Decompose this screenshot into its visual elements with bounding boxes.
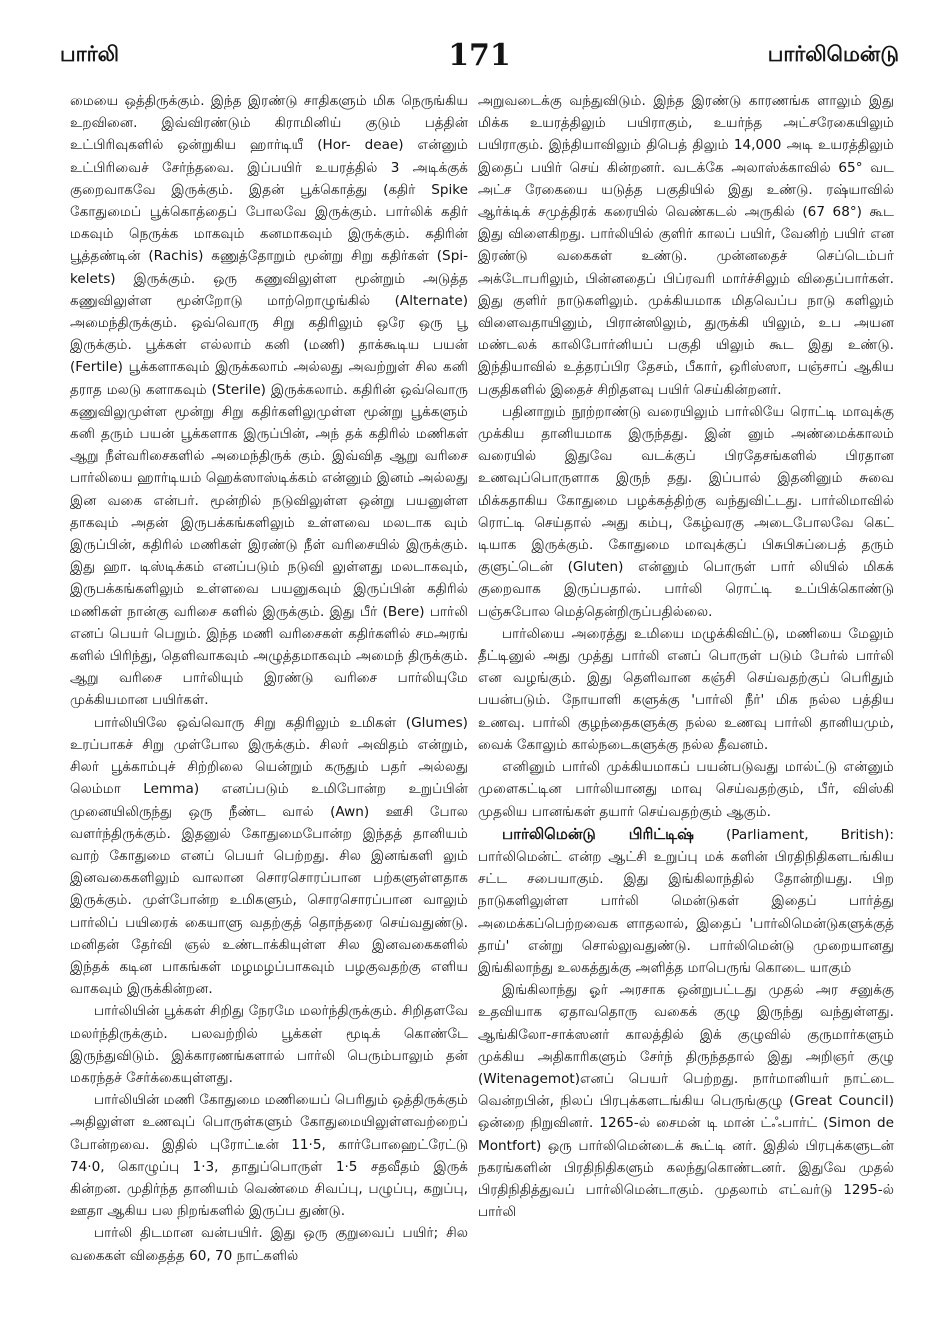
paragraph: பார்லியின் பூக்கள் சிறிது நேரமே மலர்ந்திருக்கும். சிறிதளவே மலர்ந்திருக்கும். பலவற்றில் பூக்கள் மூடிக் கொண்டே இருந்துவிடும். இக்காரணங்களால் பார்லி பெரும்பாலும் தன் மகரந்தச் சேர்க்கையுள்ளது. <box>70 1003 468 1086</box>
entry-paragraph <box>478 823 894 979</box>
paragraph: பார்லியை அரைத்து உமியை மழுக்கிவிட்டு, மணியை மேலும் தீட்டினுல் அது முத்து பார்லி எனப் பொருள் படும் பேர்ல் பார்லி என வழங்கும். இது தெளிவான கஞ்சி செய்வதற்குப் பெரிதும் பயன்படும். நோயாளி களுக்கு 'பார்லி நீர்' மிக நல்ல பத்திய உணவு. பார்லி குழந்தைகளுக்கு நல்ல உணவு பார்லி தானியமும், வைக் கோலும் கால்நடைகளுக்கு நல்ல தீவனம். <box>478 625 894 753</box>
paragraph: இங்கிலாந்து ஓர் அரசாக ஒன்றுபட்டது முதல் அர சனுக்கு உதவியாக ஏதாவதொரு வகைக் குழு இருந்து வந்துள்ளது. ஆங்கிலோ-சாக்ஸனர் காலத்தில் இக் குழுவில் குருமார்களும் முக்கிய அதிகாரிகளும் சேர்ந் திருந்ததால் இது அறிஞர் குழு (Witenagemot)எனப் பெயர் பெற்றது. நார்மானியர் நாட்டை வென்றபின், நிலப் பிரபுக்களடங்கிய பெருங்குழு (Great Council) ஒன்றை நிறுவினர். 1265-ல் சைமன் டி மான் ட்ஃபார்ட் (Simon de Montfort) ஒரு பார்லிமென்டைக் கூட்டி னர். இதில் பிரபுக்களுடன் நகரங்களின் பிரதிநிதிகளும் கலந்துகொண்டனர். இதுவே முதல் பிரதிநிதித்துவப் பார்லிமென்டாகும். முதலாம் எட்வர்டு 1295-ல் பார்லி <box>478 982 894 1221</box>
left-column <box>70 90 468 1305</box>
entry-headword: பார்லிமென்டு பிரிட்டிஷ் <box>502 824 694 843</box>
paragraph: அறுவடைக்கு வந்துவிடும். இந்த இரண்டு காரணங்க ளாலும் இது மிக்க உயரத்திலும் பயிராகும், உயர்ந்த அட்சரேகையிலும் பயிராகும். இந்தியாவிலும் திபெத் திலும் 14,000 அடி உயரத்திலும் இதைப் பயிர் செய் கின்றனர். வடக்கே அலாஸ்க்காவில் 65° வட அட்ச ரேகையை யடுத்த பகுதியில் இது உண்டு. ரஷ்யாவில் ஆர்க்டிக் சமுத்திரக் கரையில் வெண்கடல் அருகில் (67 68°) கூட இது விளைகிறது. பார்லியில் குளிர் காலப் பயிர், வேனிற் பயிர் என இரண்டு வகைகள் உண்டு. முன்னதைச் செப்டெம்பர் அக்டோபரிலும், பின்னதைப் பிப்ரவரி மார்ச்சிலும் விதைப்பார்கள். இது குளிர் நாடுகளிலும். முக்கியமாக மிதவெப்ப நாடு களிலும் விளைவதாயினும், பிரான்ஸிலும், துருக்கி யிலும், உப அயன மண்டலக் காலிபோர்னியப் பகுதி யிலும் கூட இது உண்டு. இந்தியாவில் உத்தரப்பிர தேசம், பீகார், ஒரிஸ்ஸா, பஞ்சாப் ஆகிய பகுதிகளில் இதைச் சிறிதளவு பயிர் செய்கின்றனர். <box>478 93 894 398</box>
paragraph: எனினும் பார்லி முக்கியமாகப் பயன்படுவது மால்ட்டு என்னும் முளைகட்டின பார்லியானது மாவு செய்வதற்கும், பீர், விஸ்கி முதலிய பானங்கள் தயார் செய்வதற்கும் ஆகும். <box>478 759 894 820</box>
running-head-right: பார்லிமென்டு <box>767 42 899 66</box>
paragraph: மையை ஒத்திருக்கும். இந்த இரண்டு சாதிகளும் மிக நெருங்கிய உறவினை. இவ்விரண்டும் கிராமினிய் குடும் பத்தின் உட்பிரிவுகளில் ஒன்றுகிய ஹார்டியீ (Hor- deae) என்னும் உட்பிரிவைச் சேர்ந்தவை. இப்பயிர் உயரத்தில் 3 அடிக்குக் குறைவாகவே இருக்கும். இதன் பூக்கொத்து (கதிர் Spike கோதுமைப் பூக்கொத்தைப் போலவே இருக்கும். பார்லிக் கதிர் மகவும் நெருக்க மாகவும் கனமாகவும் இருக்கும். கதிரின் பூத்தண்டின் (Rachis) கணுத்தோறும் மூன்று சிறு கதிர்கள் (Spi- kelets) இருக்கும். ஒரு கணுவிலுள்ள மூன்றும் அடுத்த கணுவிலுள்ள மூன்றோடு மாற்றொழுங்கில் (Alternate) அமைந்திருக்கும். ஒவ்வொரு சிறு கதிரிலும் ஒரே ஒரு பூ இருக்கும். பூக்கள் எல்லாம் கனி (மணி) தாக்கூடிய பயன் (Fertile) பூக்களாகவும் இருக்கலாம் அல்லது அவற்றுள் சில கனி தராத மலடு களாகவும் (Sterile) இருக்கலாம். கதிரின் ஒவ்வொரு கணுவிலுமுள்ள மூன்று சிறு கதிர்களிலுமுள்ள மூன்று பூக்களும் கனி தரும் பயன் பூக்களாக இருப்பின், அந் தக் கதிரில் மணிகள் ஆறு நீள்வரிசைகளில் அமைந்திருக் கும். இவ்வித ஆறு வரிசை பார்லியை ஹார்டியம் ஹெக்ஸாஸ்டிக்கம் என்னும் இனம் அல்லது இன வகை என்பர். மூன்றில் நடுவிலுள்ள ஒன்று பயனுள்ள தாகவும் அதன் இருபக்கங்களிலும் உள்ளவை மலடாக வும் இருப்பின், கதிரில் மணிகள் இரண்டு நீள் வரிசையில் இருக்கும். இது ஹா. டிஸ்டிக்கம் எனப்படும் நடுவி லுள்ளது மலடாகவும், இருபக்கங்களிலும் உள்ளவை பயனுகவும் இருப்பின் கதிரில் மணிகள் நான்கு வரிசை களில் இருக்கும். இது பீர் (Bere) பார்லி எனப் பெயர் பெறும். இந்த மணி வரிசைகள் கதிர்களில் சமஅரங் களில் பிரிந்து, தெளிவாகவும் அழுத்தமாகவும் அமைந் திருக்கும். ஆறு வரிசை பார்லியும் இரண்டு வரிசை பார்லியுமே முக்கியமான பயிர்கள். <box>70 93 468 709</box>
page-header <box>60 38 899 82</box>
paragraph: பார்லியின் மணி கோதுமை மணியைப் பெரிதும் ஒத்திருக்கும் அதிலுள்ள உணவுப் பொருள்களும் கோதுமையிலுள்ளவற்றைப் போன்றவை. இதில் புரோட்டீன் 11·5, கார்போஹைட்ரேட்டு 74·0, கொழுப்பு 1·3, தாதுப்பொருள் 1·5 சதவீதம் இருக் கின்றன. முதிர்ந்த தானியம் வெண்மை சிவப்பு, பழுப்பு, கறுப்பு, ஊதா ஆகிய பல நிறங்களில் இருப்ப துண்டு. <box>70 1092 468 1220</box>
running-head-left: பார்லி <box>60 42 119 66</box>
entry-body: (Parliament, British): பார்லிமென்ட் என்ற ஆட்சி உறுப்பு மக் களின் பிரதிநிதிகளடங்கிய சட்ட சபையாகும். இது இங்கிலாந்தில் தோன்றியது. பிற நாடுகளிலுள்ள பார்லி மென்டுகள் இதைப் பார்த்து அமைக்கப்பெற்றவைக ளாதலால், இதைப் 'பார்லிமென்டுகளுக்குத் தாய்' என்று சொல்லுவதுண்டு. பார்லிமென்டு முறையானது இங்கிலாந்து உலகத்துக்கு அளித்த மாபெருங் கொடை யாகும் <box>478 826 894 976</box>
right-column <box>478 90 894 1305</box>
paragraph: பார்லி திடமான வன்பயிர். இது ஒரு குறுவைப் பயிர்; சில வகைகள் விதைத்த 60, 70 நாட்களில் <box>70 1225 468 1264</box>
page-number: 171 <box>448 38 511 73</box>
paragraph: பதினாறும் நூற்றாண்டு வரையிலும் பார்லியே ரொட்டி மாவுக்கு முக்கிய தானியமாக இருந்தது. இன் னும் அண்மைக்காலம் வரையில் இதுவே வடக்குப் பிரதேசங்களில் பிரதான உணவுப்பொருளாக இருந் தது. இப்பால் இதனினும் சுவை மிக்கதாகிய கோதுமை பழக்கத்திற்கு வந்துவிட்டது. பார்லிமாவில் ரொட்டி செய்தால் அது கம்பு, கேழ்வரகு அடைபோலவே கெட் டியாக இருக்கும். கோதுமை மாவுக்குப் பிசுபிசுப்பைத் தரும் குளுட்டென் (Gluten) என்னும் பொருள் பார் லியில் மிகக் குறைவாக இருப்பதால். பார்லி ரொட்டி உப்பிக்கொண்டு பஞ்சுபோல மெத்தென்றிருப்பதில்லை. <box>478 403 894 620</box>
paragraph: பார்லியிலே ஒவ்வொரு சிறு கதிரிலும் உமிகள் (Glumes) உரப்பாகச் சிறு முள்போல இருக்கும். சிலர் அவிதம் என்றும், சிலர் பூக்காம்புச் சிற்றிலை யென்றும் கருதும் பதர் அல்லது லெம்மா Lemma) எனப்படும் உமிபோன்ற உறுப்பின் முனையிலிருந்து ஒரு நீண்ட வால் (Awn) ஊசி போல வளர்ந்திருக்கும். இதனுல் கோதுமைபோன்ற இந்தத் தானியம் வாற் கோதுமை எனப் பெயர் பெற்றது. சில இனங்களி லும் இனவகைகளிலும் வாலான சொரசொரப்பான பற்களுள்ளதாக இருக்கும். முள்போன்ற உமிகளும், சொரசொரப்பான வாலும் பார்லிப் பயிரைக் கையாளு வதற்குத் தொந்தரை செய்வதுண்டு. மனிதன் தேர்வி ஞல் உண்டாக்கியுள்ள சில இனவகைகளில் இந்தக் கடின பாகங்கள் மழமழப்பாகவும் பழகுவதற்கு எளிய வாகவும் இருக்கின்றன. <box>70 714 468 998</box>
